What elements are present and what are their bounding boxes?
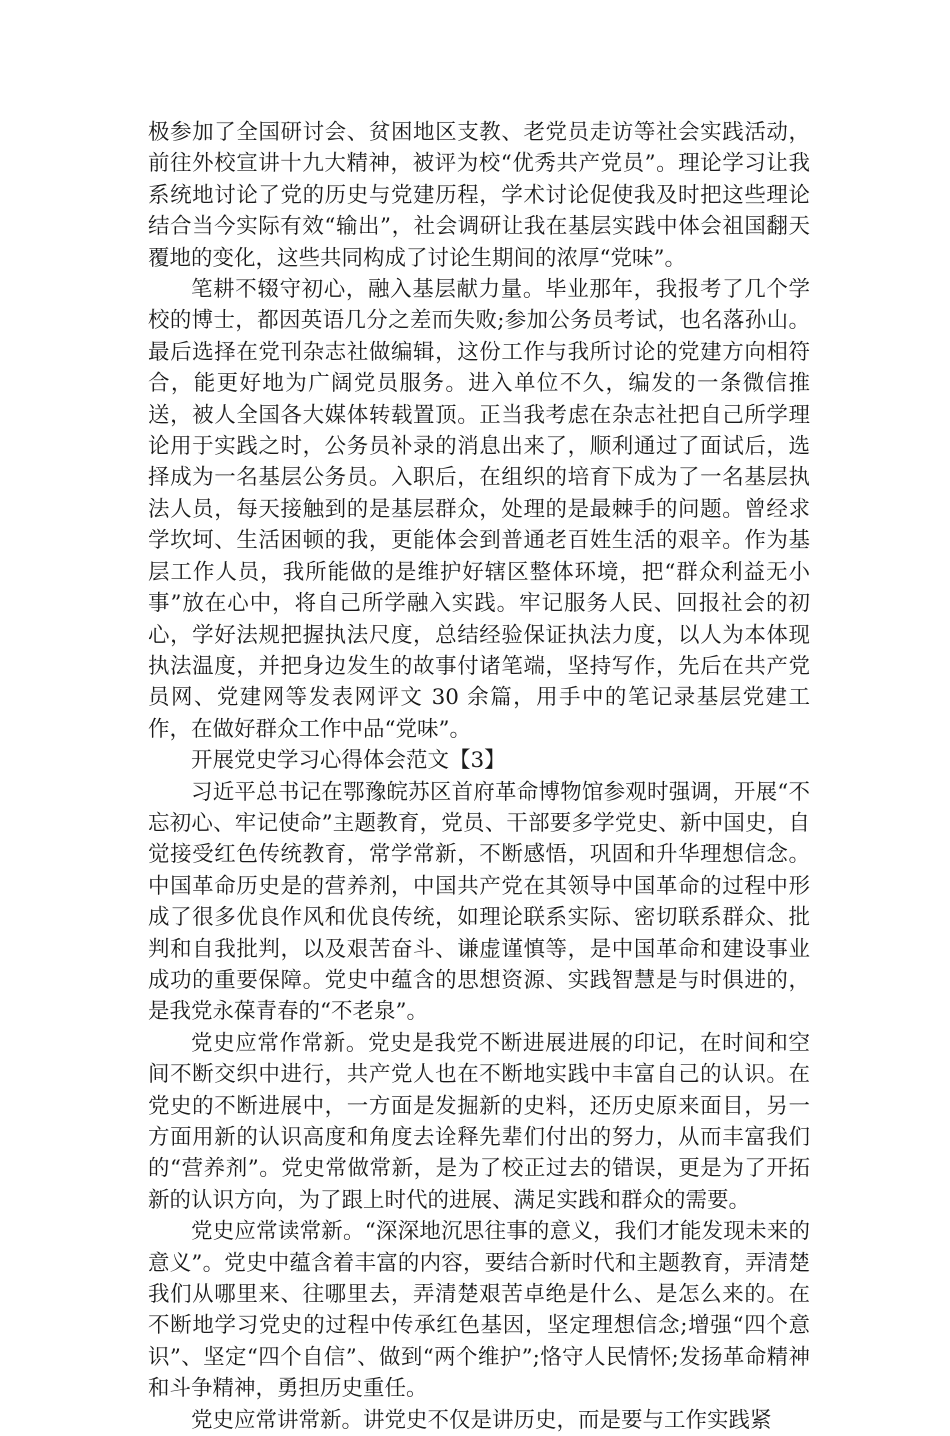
paragraph-intro: 习近平总书记在鄂豫皖苏区首府革命博物馆参观时强调，开展“不忘初心、牢记使命”主题教育，党员、干部要多学党史、新中国史，自觉接受红色传统教育，常学常新，不断感悟，巩固和升华理想信念。中国革命历史是的营养剂，中国共产党在其领导中国革命的过程中形成了很多优良作风和优良传统，如理论联系实际、密切联系群众、批判和自我批判，以及艰苦奋斗、谦虚谨慎等，是中国革命和建设事业成功的重要保障。党史中蕴含的思想资源、实践智慧是与时俱进的，是我党永葆青春的“不老泉”。 (148, 779, 810, 1025)
section-heading: 开展党史学习心得体会范文【3】 (191, 748, 506, 774)
paragraph-write-new: 党史应常作常新。党史是我党不断进展进展的印记，在时间和空间不断交织中进行，共产党人也在不断地实践中丰富自己的认识。在党史的不断进展中，一方面是发掘新的史料，还历史原来面目，另一方面用新的认识高度和角度去诠释先辈们付出的努力，从而丰富我们的“营养剂”。党史常做常新，是为了校正过去的错误，更是为了开拓新的认识方向，为了跟上时代的进展、满足实践和群众的需要。 (148, 1030, 810, 1213)
document-page (148, 117, 810, 1436)
paragraph-grassroots: 笔耕不辍守初心，融入基层献力量。毕业那年，我报考了几个学校的博士，都因英语几分之差而失败;参加公务员考试，也名落孙山。最后选择在党刊杂志社做编辑，这份工作与我所讨论的党建方向相符合，能更好地为广阔党员服务。进入单位不久，编发的一条微信推送，被人全国各大媒体转载置顶。正当我考虑在杂志社把自己所学理论用于实践之时，公务员补录的消息出来了，顺利通过了面试后，选择成为一名基层公务员。入职后，在组织的培育下成为了一名基层执法人员，每天接触到的是基层群众，处理的是最棘手的问题。曾经求学坎坷、生活困顿的我，更能体会到普通老百姓生活的艰辛。作为基层工作人员，我所能做的是维护好辖区整体环境，把“群众利益无小事”放在心中，将自己所学融入实践。牢记服务人民、回报社会的初心，学好法规把握执法尺度，总结经验保证执法力度，以人为本体现执法温度，并把身边发生的故事付诸笔端，坚持写作，先后在共产党员网、党建网等发表网评文 30 余篇，用手中的笔记录基层党建工作，在做好群众工作中品“党味”。 (148, 277, 810, 742)
paragraph-read-new: 党史应常读常新。“深深地沉思往事的意义，我们才能发现未来的意义”。党史中蕴含着丰富的内容，要结合新时代和主题教育，弄清楚我们从哪里来、往哪里去，弄清楚艰苦卓绝是什么、是怎么来的。在不断地学习党史的过程中传承红色基因，坚定理想信念;增强“四个意识”、坚定“四个自信”、做到“两个维护”;恪守人民情怀;发扬革命精神和斗争精神，勇担历史重任。 (148, 1219, 810, 1402)
paragraph-speak-new: 党史应常讲常新。讲党史不仅是讲历史，而是要与工作实践紧 (191, 1407, 772, 1433)
paragraph-continuation: 极参加了全国研讨会、贫困地区支教、老党员走访等社会实践活动，前往外校宣讲十九大精神，被评为校“优秀共产党员”。理论学习让我系统地讨论了党的历史与党建历程，学术讨论促使我及时把这些理论结合当今实际有效“输出”，社会调研让我在基层实践中体会祖国翻天覆地的变化，这些共同构成了讨论生期间的浓厚“党味”。 (148, 120, 810, 271)
